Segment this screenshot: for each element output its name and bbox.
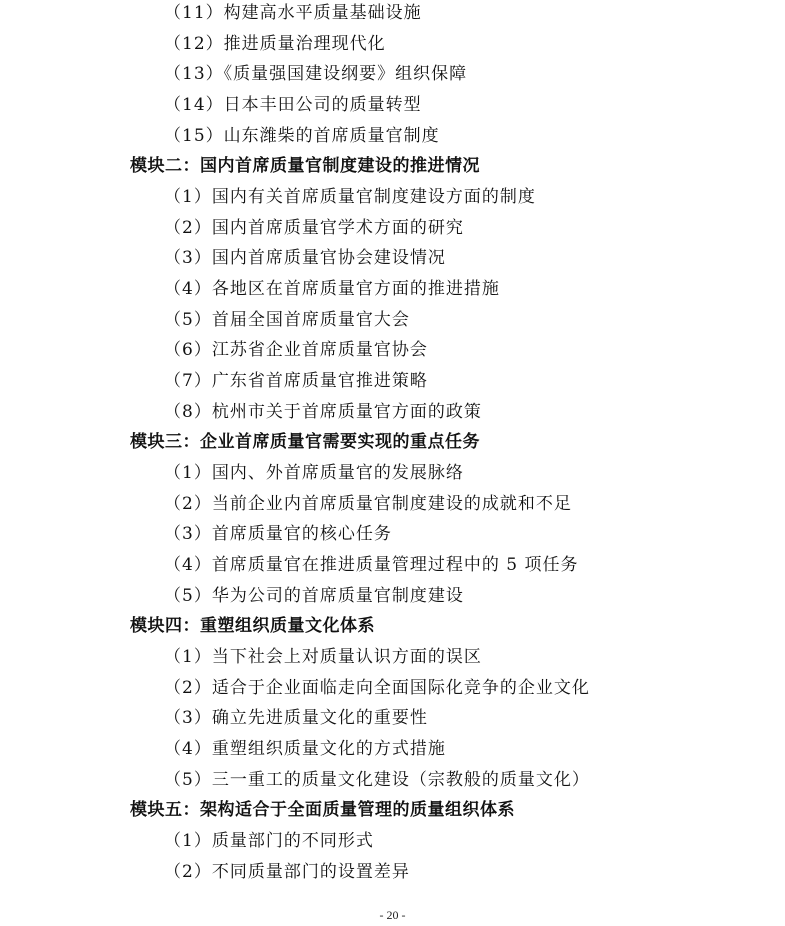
list-item: （3）确立先进质量文化的重要性	[164, 708, 428, 728]
list-item: （13）《质量强国建设纲要》组织保障	[164, 64, 468, 84]
list-item: （3）国内首席质量官协会建设情况	[164, 248, 446, 268]
list-item: （1）质量部门的不同形式	[164, 831, 374, 851]
list-item: （6）江苏省企业首席质量官协会	[164, 340, 428, 360]
list-item: （14）日本丰田公司的质量转型	[164, 95, 422, 115]
list-item: （5）华为公司的首席质量官制度建设	[164, 586, 464, 606]
list-item: （4）首席质量官在推进质量管理过程中的 5 项任务	[164, 555, 579, 575]
list-item: （1）当下社会上对质量认识方面的误区	[164, 647, 482, 667]
list-item: （2）适合于企业面临走向全面国际化竞争的企业文化	[164, 678, 590, 698]
list-item: （11）构建高水平质量基础设施	[164, 3, 422, 23]
module-heading: 模块三：企业首席质量官需要实现的重点任务	[130, 432, 480, 452]
list-item: （4）重塑组织质量文化的方式措施	[164, 739, 446, 759]
list-item: （2）当前企业内首席质量官制度建设的成就和不足	[164, 494, 572, 514]
list-item: （5）首届全国首席质量官大会	[164, 310, 410, 330]
list-item: （5）三一重工的质量文化建设（宗教般的质量文化）	[164, 770, 590, 790]
module-heading: 模块四：重塑组织质量文化体系	[130, 616, 375, 636]
module-heading: 模块五：架构适合于全面质量管理的质量组织体系	[130, 800, 515, 820]
list-item: （1）国内有关首席质量官制度建设方面的制度	[164, 187, 536, 207]
list-item: （15）山东潍柴的首席质量官制度	[164, 126, 440, 146]
list-item: （8）杭州市关于首席质量官方面的政策	[164, 402, 482, 422]
list-item: （2）国内首席质量官学术方面的研究	[164, 218, 464, 238]
module-heading: 模块二：国内首席质量官制度建设的推进情况	[130, 156, 480, 176]
list-item: （4）各地区在首席质量官方面的推进措施	[164, 279, 500, 299]
list-item: （1）国内、外首席质量官的发展脉络	[164, 463, 464, 483]
list-item: （2）不同质量部门的设置差异	[164, 862, 410, 882]
list-item: （3）首席质量官的核心任务	[164, 524, 392, 544]
page-number: - 20 -	[379, 908, 406, 922]
list-item: （7）广东省首席质量官推进策略	[164, 371, 428, 391]
list-item: （12）推进质量治理现代化	[164, 34, 386, 54]
